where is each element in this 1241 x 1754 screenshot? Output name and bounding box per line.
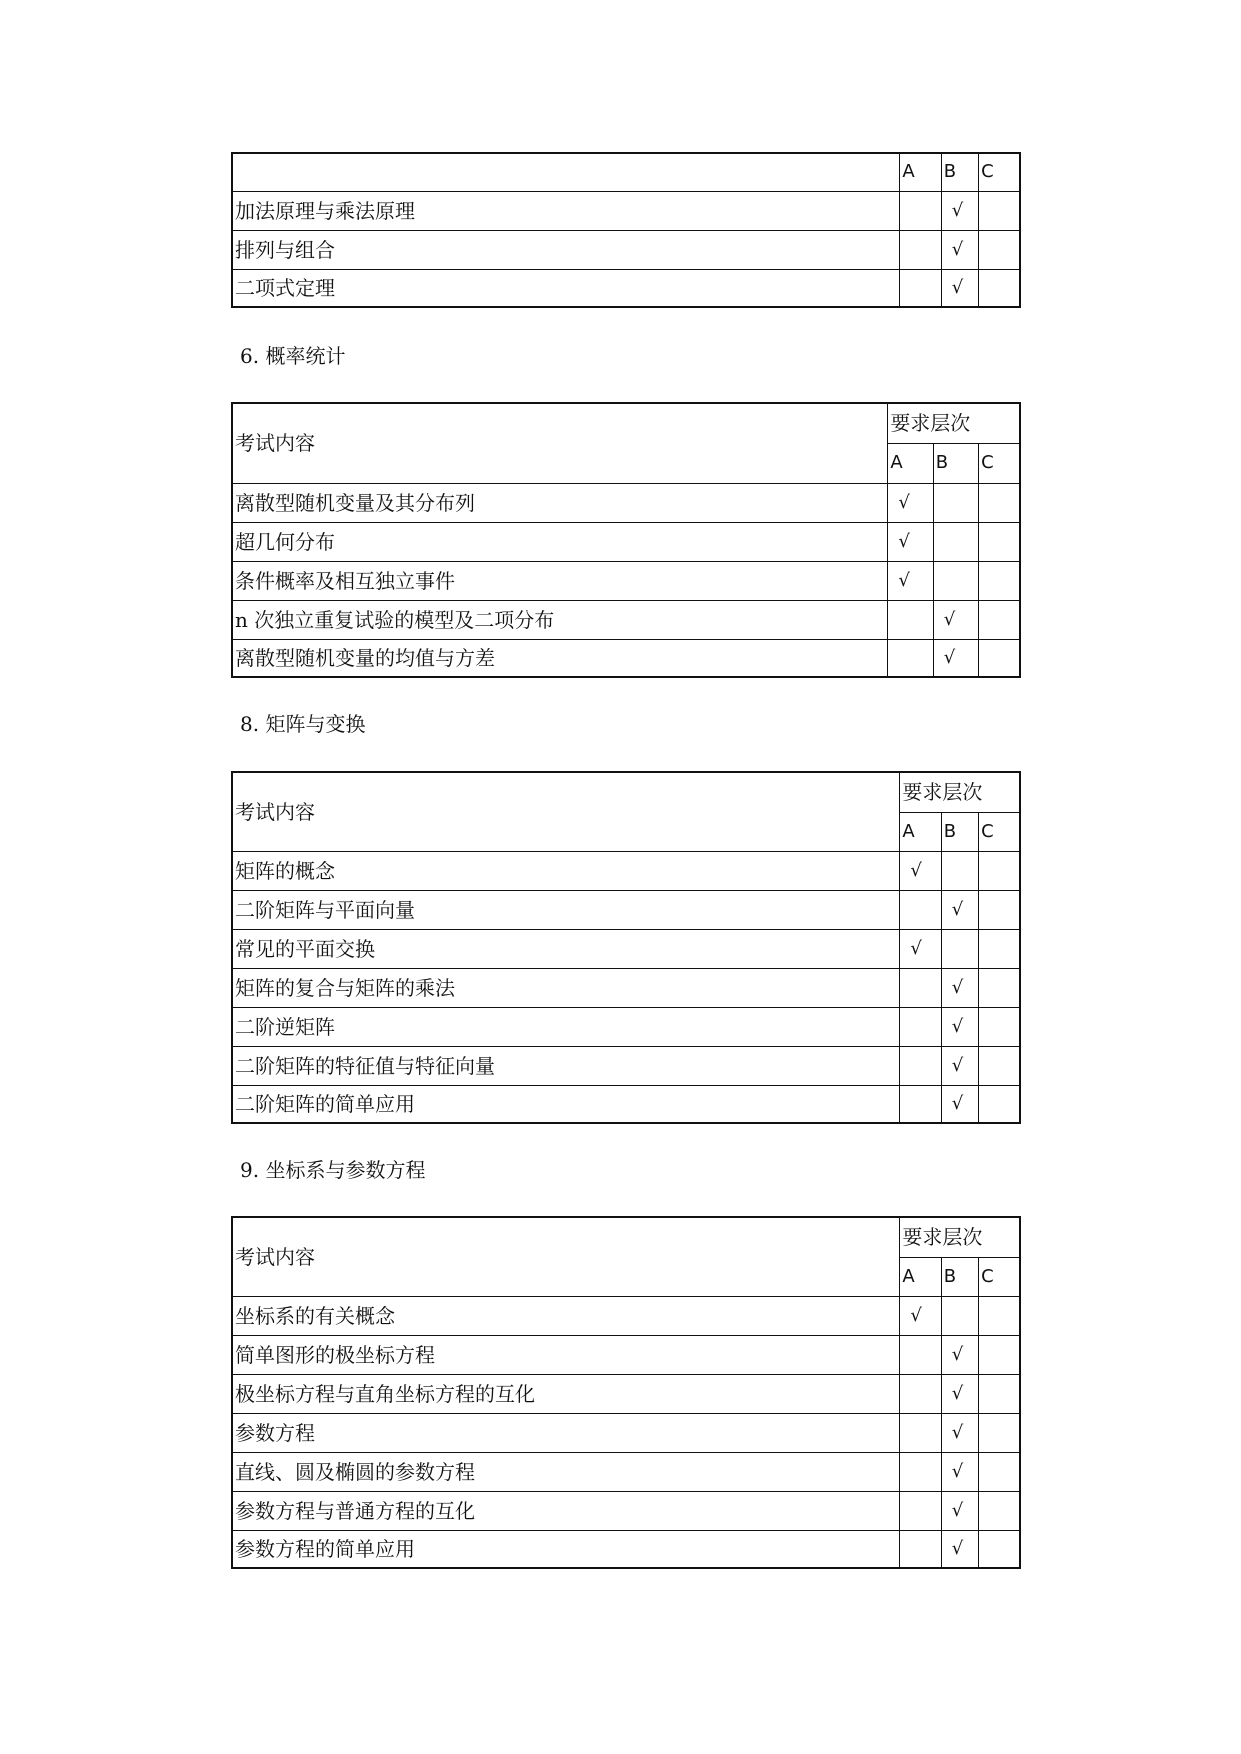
header-exam-content: 考试内容 <box>232 772 900 851</box>
header-level-a: A <box>900 812 941 851</box>
header-requirement-level: 要求层次 <box>888 403 1020 443</box>
table-row <box>232 1007 1020 1046</box>
table-row <box>232 1296 1020 1335</box>
table-row <box>232 1491 1020 1530</box>
mark-c <box>979 639 1020 677</box>
section-title-coordinates: 9. 坐标系与参数方程 <box>240 1158 426 1182</box>
mark-a <box>900 1007 941 1046</box>
mark-a <box>900 230 941 269</box>
table-row <box>232 230 1020 269</box>
mark-a <box>900 968 941 1007</box>
header-level-c: C <box>979 1257 1020 1296</box>
table-row <box>232 191 1020 230</box>
mark-c <box>979 1085 1020 1123</box>
mark-c <box>979 851 1020 890</box>
mark-b: √ <box>941 1007 978 1046</box>
table-row <box>232 639 1020 677</box>
table-counting-principles <box>231 152 1021 308</box>
row-content: 坐标系的有关概念 <box>232 1296 900 1335</box>
row-content: 二阶矩阵的特征值与特征向量 <box>232 1046 900 1085</box>
mark-c <box>979 1374 1020 1413</box>
row-content: 参数方程 <box>232 1413 900 1452</box>
mark-c <box>979 1335 1020 1374</box>
mark-c <box>979 269 1020 307</box>
header-requirement-level: 要求层次 <box>900 772 1020 812</box>
mark-c <box>979 191 1020 230</box>
table-row <box>232 1335 1020 1374</box>
mark-c <box>979 522 1020 561</box>
row-content: 参数方程与普通方程的互化 <box>232 1491 900 1530</box>
mark-b: √ <box>933 639 978 677</box>
mark-b <box>933 483 978 522</box>
mark-a <box>888 639 933 677</box>
header-level-c: C <box>979 153 1020 191</box>
table-row <box>232 1452 1020 1491</box>
table-row <box>232 1085 1020 1123</box>
table-row <box>232 1374 1020 1413</box>
table-header-row <box>232 772 1020 812</box>
mark-c <box>979 600 1020 639</box>
mark-a: √ <box>900 851 941 890</box>
header-level-a: A <box>900 1257 941 1296</box>
table-row <box>232 561 1020 600</box>
row-content: 矩阵的概念 <box>232 851 900 890</box>
row-content: 参数方程的简单应用 <box>232 1530 900 1568</box>
mark-a <box>900 269 941 307</box>
mark-b: √ <box>941 230 978 269</box>
row-content: 二阶逆矩阵 <box>232 1007 900 1046</box>
row-content: 离散型随机变量的均值与方差 <box>232 639 888 677</box>
mark-b: √ <box>941 968 978 1007</box>
header-level-b: B <box>941 153 978 191</box>
table-row <box>232 929 1020 968</box>
header-level-c: C <box>979 812 1020 851</box>
mark-b: √ <box>941 1046 978 1085</box>
mark-a <box>888 600 933 639</box>
row-content: 极坐标方程与直角坐标方程的互化 <box>232 1374 900 1413</box>
row-content: 二阶矩阵的简单应用 <box>232 1085 900 1123</box>
mark-c <box>979 1491 1020 1530</box>
table-row <box>232 1530 1020 1568</box>
table-row <box>232 890 1020 929</box>
mark-c <box>979 1007 1020 1046</box>
header-level-a: A <box>900 153 941 191</box>
header-level-b: B <box>933 443 978 483</box>
mark-a <box>900 1085 941 1123</box>
row-content: 条件概率及相互独立事件 <box>232 561 888 600</box>
mark-c <box>979 929 1020 968</box>
mark-a <box>900 1491 941 1530</box>
mark-b: √ <box>941 1413 978 1452</box>
mark-b: √ <box>941 191 978 230</box>
row-content: 矩阵的复合与矩阵的乘法 <box>232 968 900 1007</box>
row-content: n 次独立重复试验的模型及二项分布 <box>232 600 888 639</box>
mark-a: √ <box>888 561 933 600</box>
mark-b: √ <box>941 1452 978 1491</box>
header-level-c: C <box>979 443 1020 483</box>
header-content-cell <box>232 153 900 191</box>
mark-a <box>900 1046 941 1085</box>
section-title-probability: 6. 概率统计 <box>240 344 346 368</box>
table-matrix-transform <box>231 771 1021 1124</box>
table-row <box>232 269 1020 307</box>
mark-b <box>933 522 978 561</box>
mark-a: √ <box>900 929 941 968</box>
mark-b: √ <box>933 600 978 639</box>
row-content: 直线、圆及椭圆的参数方程 <box>232 1452 900 1491</box>
mark-b: √ <box>941 1491 978 1530</box>
mark-a <box>900 1413 941 1452</box>
mark-c <box>979 890 1020 929</box>
table-row <box>232 522 1020 561</box>
table-row <box>232 968 1020 1007</box>
header-level-b: B <box>941 1257 978 1296</box>
table-coordinate-parametric <box>231 1216 1021 1569</box>
mark-c <box>979 230 1020 269</box>
mark-b: √ <box>941 890 978 929</box>
mark-b <box>933 561 978 600</box>
mark-b: √ <box>941 1374 978 1413</box>
table-header-row <box>232 403 1020 443</box>
mark-c <box>979 968 1020 1007</box>
table-header-row <box>232 1217 1020 1257</box>
mark-c <box>979 1452 1020 1491</box>
row-content: 离散型随机变量及其分布列 <box>232 483 888 522</box>
mark-a <box>900 1374 941 1413</box>
mark-a <box>900 191 941 230</box>
table-row <box>232 1046 1020 1085</box>
header-exam-content: 考试内容 <box>232 403 888 483</box>
header-level-b: B <box>941 812 978 851</box>
mark-c <box>979 1530 1020 1568</box>
table-probability-statistics <box>231 402 1021 678</box>
mark-c <box>979 483 1020 522</box>
section-title-matrix: 8. 矩阵与变换 <box>240 712 366 736</box>
mark-b: √ <box>941 269 978 307</box>
table-row <box>232 600 1020 639</box>
mark-a: √ <box>900 1296 941 1335</box>
row-content: 超几何分布 <box>232 522 888 561</box>
mark-a: √ <box>888 522 933 561</box>
header-level-a: A <box>888 443 933 483</box>
row-content: 常见的平面交换 <box>232 929 900 968</box>
mark-a <box>900 1335 941 1374</box>
mark-a <box>900 1530 941 1568</box>
mark-a: √ <box>888 483 933 522</box>
mark-a <box>900 890 941 929</box>
table-row <box>232 1413 1020 1452</box>
mark-b <box>941 1296 978 1335</box>
mark-c <box>979 1296 1020 1335</box>
mark-b: √ <box>941 1085 978 1123</box>
header-exam-content: 考试内容 <box>232 1217 900 1296</box>
mark-c <box>979 1046 1020 1085</box>
table-row <box>232 483 1020 522</box>
row-content: 排列与组合 <box>232 230 900 269</box>
mark-b <box>941 929 978 968</box>
mark-c <box>979 1413 1020 1452</box>
table-header-row <box>232 153 1020 191</box>
mark-a <box>900 1452 941 1491</box>
mark-c <box>979 561 1020 600</box>
mark-b: √ <box>941 1530 978 1568</box>
row-content: 加法原理与乘法原理 <box>232 191 900 230</box>
header-requirement-level: 要求层次 <box>900 1217 1020 1257</box>
mark-b: √ <box>941 1335 978 1374</box>
row-content: 二项式定理 <box>232 269 900 307</box>
mark-b <box>941 851 978 890</box>
row-content: 二阶矩阵与平面向量 <box>232 890 900 929</box>
row-content: 简单图形的极坐标方程 <box>232 1335 900 1374</box>
table-row <box>232 851 1020 890</box>
